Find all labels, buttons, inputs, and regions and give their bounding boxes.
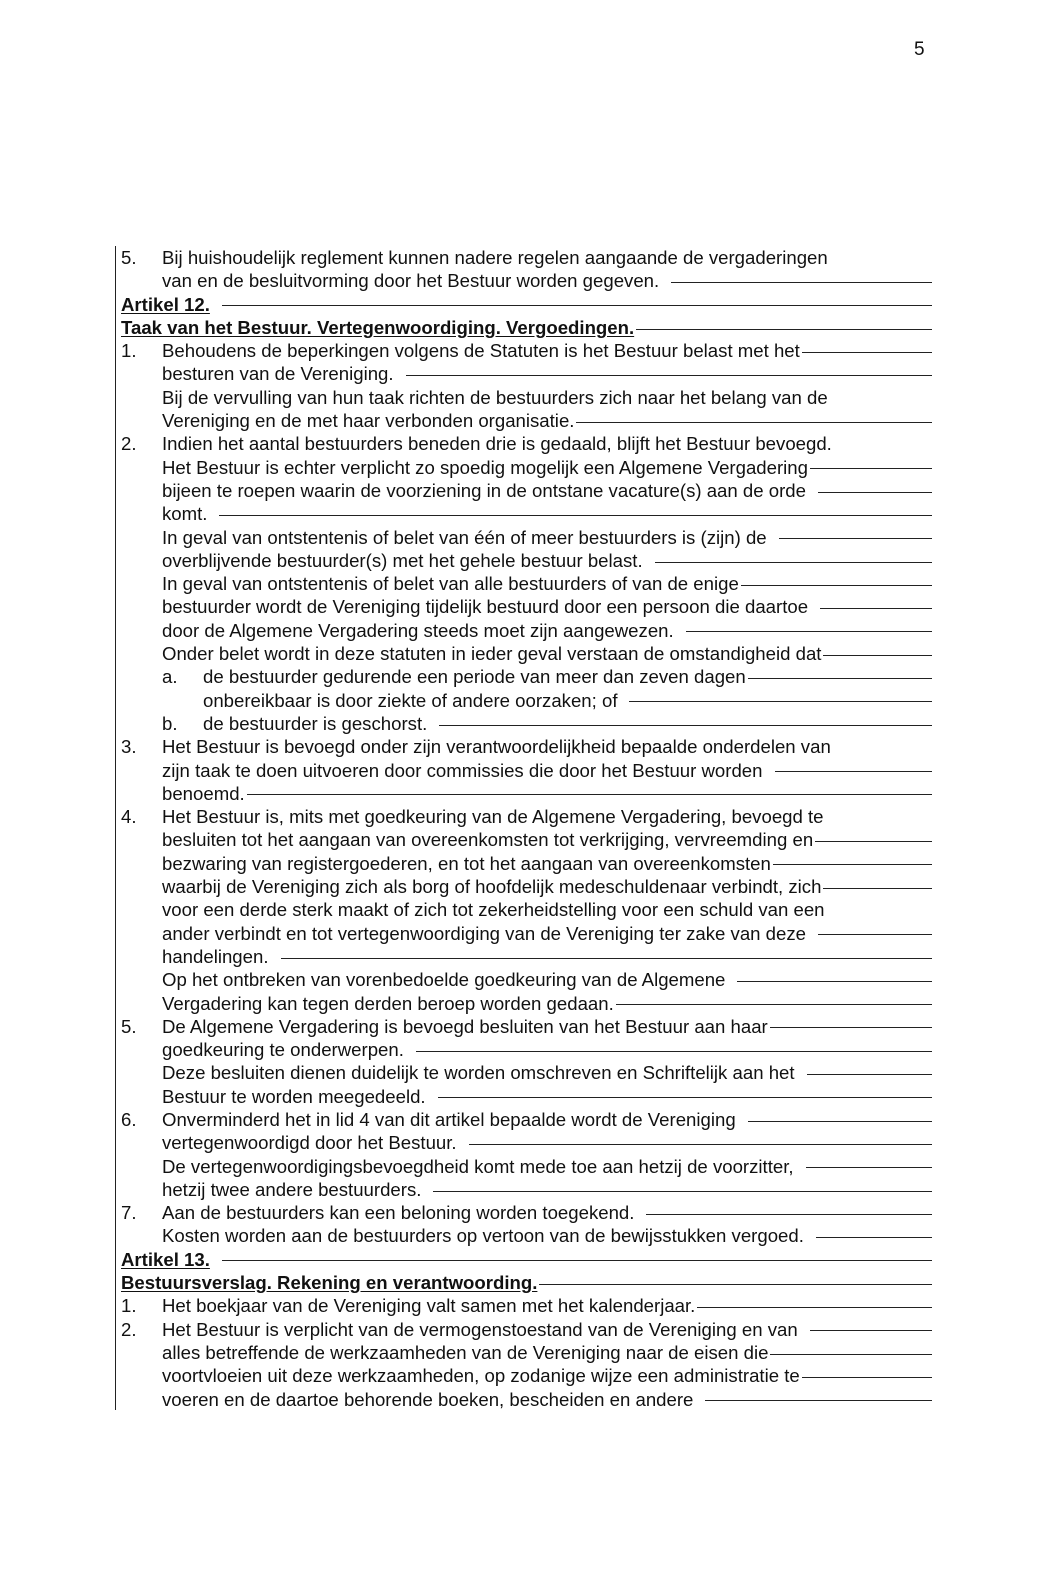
line-text: voeren en de daartoe behorende boeken, bescheiden en andere [162,1388,694,1410]
fill-dash-line [469,1144,932,1145]
line-text: vertegenwoordigd door het Bestuur. [162,1132,457,1154]
line-text: zijn taak te doen uitvoeren door commissies die door het Bestuur worden [162,759,763,781]
line-text: De Algemene Vergadering is bevoegd besluiten van het Bestuur aan haar [162,1015,768,1037]
text-line [121,1131,932,1154]
article-heading [121,293,932,316]
line-text: onbereikbaar is door ziekte of andere oorzaken; of [203,689,618,711]
sub-item-letter: a. [162,666,178,688]
fill-dash-line [741,585,932,586]
fill-dash-line [219,515,932,516]
fill-dash-line [773,864,932,865]
margin-bar [115,246,116,1410]
text-line [121,1318,932,1341]
fill-dash-line [737,981,932,982]
sub-item-letter: b. [162,712,178,734]
line-text: waarbij de Vereniging zich als borg of hoofdelijk medeschuldenaar verbindt, zich [162,876,822,898]
list-number: 5. [121,247,137,268]
text-line [121,898,932,921]
text-line [121,1341,932,1364]
fill-dash-line [655,562,932,563]
list-number: 2. [121,433,137,455]
line-text: ander verbindt en tot vertegenwoordiging van de Vereniging ter zake van deze [162,922,806,944]
text-line [121,852,932,875]
text-line [121,782,932,805]
text-line [121,1085,932,1108]
fill-dash-line [636,329,932,330]
line-text: Bij de vervulling van hun taak richten de bestuurders zich naar het belang van de [162,386,828,408]
text-line [121,362,932,385]
text-line [121,805,932,828]
line-text: Op het ontbreken van vorenbedoelde goedkeuring van de Algemene [162,969,726,991]
fill-dash-line [416,1051,932,1052]
line-text: bestuurder wordt de Vereniging tijdelijk bestuurd door een persoon die daartoe [162,596,809,618]
line-text: bijeen te roepen waarin de voorziening in de ontstane vacature(s) aan de orde [162,479,806,501]
fill-dash-line [770,1027,932,1028]
line-text: Onverminderd het in lid 4 van dit artikel bepaalde wordt de Vereniging [162,1108,736,1130]
text-line [121,1015,932,1038]
line-text: komt. [162,503,208,525]
text-line [121,339,932,362]
fill-dash-line [810,1330,932,1331]
text-line [121,619,932,642]
fill-dash-line [802,1377,932,1378]
text-line [121,1201,932,1224]
fill-dash-line [671,282,932,283]
fill-dash-line [629,701,932,702]
list-number: 2. [121,1318,137,1340]
fill-dash-line [539,1284,932,1285]
text-line [121,828,932,851]
article-heading [121,316,932,339]
text-line [121,409,932,432]
text-line [121,968,932,991]
line-text: Indien het aantal bestuurders beneden drie is gedaald, blijft het Bestuur bevoegd. [162,433,832,455]
text-line [121,572,932,595]
line-text: de bestuurder is geschorst. [203,712,428,734]
fill-dash-line [576,422,932,423]
fill-dash-line [748,1121,932,1122]
fill-dash-line [810,468,932,469]
line-text: alles betreffende de werkzaamheden van de Vereniging naar de eisen die [162,1341,769,1363]
fill-dash-line [438,1097,932,1098]
text-line [121,642,932,665]
line-text: voor een derde sterk maakt of zich tot zekerheidstelling voor een schuld van een [162,899,825,921]
text-line [121,1364,932,1387]
line-text: In geval van ontstentenis of belet van één of meer bestuurders is (zijn) de [162,526,767,548]
fill-dash-line [818,492,932,493]
fill-dash-line [247,794,932,795]
fill-dash-line [616,1004,932,1005]
line-text: door de Algemene Vergadering steeds moet zijn aangewezen. [162,619,674,641]
fill-dash-line [406,375,932,376]
text-line [121,502,932,525]
list-number: 1. [121,1295,137,1317]
line-text: Vereniging en de met haar verbonden organisatie. [162,410,575,432]
text-line [121,1178,932,1201]
fill-dash-line [646,1214,932,1215]
list-number: 3. [121,736,137,758]
line-text: In geval van ontstentenis of belet van alle bestuurders of van de enige [162,573,739,595]
fill-dash-line [816,1237,932,1238]
text-line [121,945,932,968]
text-line [121,1388,932,1411]
text-line [121,1224,932,1247]
line-text: voortvloeien uit deze werkzaamheden, op zodanige wijze een administratie te [162,1365,800,1387]
fill-dash-line [686,631,932,632]
line-text: Behoudens de beperkingen volgens de Statuten is het Bestuur belast met het [162,340,800,362]
document-body [121,246,932,1411]
text-line [121,689,932,712]
fill-dash-line [820,608,932,609]
line-text: Vergadering kan tegen derden beroep worden gedaan. [162,992,614,1014]
list-number: 5. [121,1015,137,1037]
article-heading [121,1271,932,1294]
line-text: Bestuur te worden meegedeeld. [162,1085,426,1107]
text-line [121,875,932,898]
fill-dash-line [823,888,932,889]
line-text: Kosten worden aan de bestuurders op vertoon van de bewijsstukken vergoed. [162,1225,804,1247]
text-line [121,479,932,502]
page-number: 5 [914,39,925,60]
heading-text: Artikel 12. [121,293,210,315]
text-line [121,1294,932,1317]
fill-dash-line [697,1307,932,1308]
heading-text: Bestuursverslag. Rekening en verantwoording. [121,1272,538,1294]
text-line [121,526,932,549]
line-text: Onder belet wordt in deze statuten in ieder geval verstaan de omstandigheid dat [162,643,822,665]
text-line [121,1061,932,1084]
line-text: goedkeuring te onderwerpen. [162,1039,404,1061]
fill-dash-line [775,771,933,772]
text-line [121,549,932,572]
text-line [121,1038,932,1061]
line-text: handelingen. [162,945,269,967]
fill-dash-line [807,1074,932,1075]
line-text: Bij huishoudelijk reglement kunnen nadere regelen aangaande de vergaderingen [162,247,828,268]
line-text: besluiten tot het aangaan van overeenkomsten tot verkrijging, vervreemding en [162,829,814,851]
line-text: Het Bestuur is verplicht van de vermogenstoestand van de Vereniging en van [162,1318,798,1340]
text-line [121,922,932,945]
fill-dash-line [802,352,932,353]
list-number: 7. [121,1202,137,1224]
line-text: overblijvende bestuurder(s) met het gehele bestuur belast. [162,549,643,571]
text-line [121,456,932,479]
fill-dash-line [770,1354,932,1355]
text-line [121,759,932,782]
line-text: Het Bestuur is, mits met goedkeuring van de Algemene Vergadering, bevoegd te [162,806,824,828]
fill-dash-line [806,1167,932,1168]
text-line [121,992,932,1015]
line-text: Het Bestuur is bevoegd onder zijn verantwoordelijkheid bepaalde onderdelen van [162,736,831,758]
heading-text: Taak van het Bestuur. Vertegenwoordiging. Vergoedingen. [121,316,635,338]
fill-dash-line [823,655,932,656]
line-text: Het Bestuur is echter verplicht zo spoedig mogelijk een Algemene Vergadering [162,456,808,478]
article-heading [121,1248,932,1271]
line-text: bezwaring van registergoederen, en tot het aangaan van overeenkomsten [162,852,771,874]
fill-dash-line [779,538,932,539]
line-text: hetzij twee andere bestuurders. [162,1178,422,1200]
fill-dash-line [818,934,932,935]
line-text: Aan de bestuurders kan een beloning worden toegekend. [162,1202,635,1224]
fill-dash-line [222,1260,932,1261]
heading-text: Artikel 13. [121,1248,210,1270]
list-number: 1. [121,340,137,362]
text-line [121,246,932,269]
fill-dash-line [222,305,932,306]
text-line [121,269,932,292]
line-text: Deze besluiten dienen duidelijk te worden omschreven en Schriftelijk aan het [162,1062,795,1084]
text-line [121,1155,932,1178]
text-line [121,1108,932,1131]
fill-dash-line [705,1400,932,1401]
text-line [121,712,932,735]
text-line [121,386,932,409]
list-number: 4. [121,806,137,828]
fill-dash-line [815,841,932,842]
line-text: benoemd. [162,782,245,804]
text-line [121,595,932,618]
fill-dash-line [748,678,932,679]
line-text: besturen van de Vereniging. [162,363,394,385]
fill-dash-line [433,1191,932,1192]
line-text: van en de besluitvorming door het Bestuur worden gegeven. [162,270,660,292]
list-number: 6. [121,1108,137,1130]
fill-dash-line [439,725,932,726]
fill-dash-line [281,958,933,959]
line-text: De vertegenwoordigingsbevoegdheid komt mede toe aan hetzij de voorzitter, [162,1155,794,1177]
text-line [121,432,932,455]
text-line [121,665,932,688]
line-text: de bestuurder gedurende een periode van meer dan zeven dagen [203,666,746,688]
text-line [121,735,932,758]
line-text: Het boekjaar van de Vereniging valt samen met het kalenderjaar. [162,1295,696,1317]
